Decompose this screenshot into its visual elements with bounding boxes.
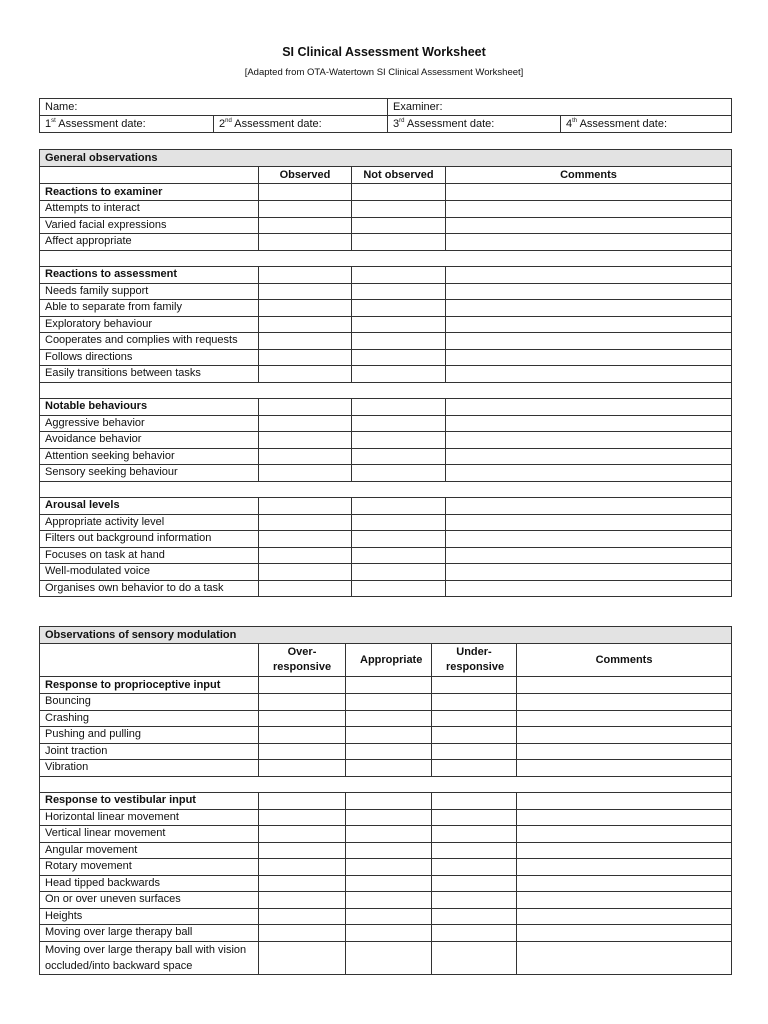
- answer-cell[interactable]: [259, 580, 352, 597]
- group-title-blank: [352, 266, 446, 283]
- answer-cell[interactable]: [352, 333, 446, 350]
- answer-cell[interactable]: [352, 316, 446, 333]
- item-label: Able to separate from family: [40, 300, 259, 317]
- answer-cell[interactable]: [517, 859, 732, 876]
- group-title: Arousal levels: [40, 497, 259, 514]
- answer-cell[interactable]: [346, 892, 432, 909]
- group-title-row: [40, 792, 732, 809]
- answer-cell[interactable]: [446, 415, 732, 432]
- column-header: Comments: [446, 167, 732, 184]
- group-title-blank: [259, 184, 352, 201]
- item-label: Well-modulated voice: [40, 564, 259, 581]
- table-row: [40, 201, 732, 218]
- answer-cell[interactable]: [432, 710, 517, 727]
- section-title: Observations of sensory modulation: [40, 627, 732, 644]
- item-label: Horizontal linear movement: [40, 809, 259, 826]
- answer-cell[interactable]: [259, 694, 346, 711]
- answer-cell[interactable]: [346, 941, 432, 974]
- item-label: Focuses on task at hand: [40, 547, 259, 564]
- answer-cell[interactable]: [346, 809, 432, 826]
- answer-cell[interactable]: [352, 234, 446, 251]
- answer-cell[interactable]: [517, 941, 732, 974]
- answer-cell[interactable]: [446, 234, 732, 251]
- answer-cell[interactable]: [446, 201, 732, 218]
- answer-cell[interactable]: [446, 531, 732, 548]
- answer-cell[interactable]: [517, 826, 732, 843]
- examiner-label: Examiner:: [393, 100, 443, 113]
- answer-cell[interactable]: [259, 892, 346, 909]
- table-row: [40, 842, 732, 859]
- answer-cell[interactable]: [259, 432, 352, 449]
- page-title: SI Clinical Assessment Worksheet: [282, 45, 486, 59]
- answer-cell[interactable]: [346, 760, 432, 777]
- group-title-blank: [259, 497, 352, 514]
- table-row: [40, 727, 732, 744]
- table-row: [40, 892, 732, 909]
- answer-cell[interactable]: [352, 415, 446, 432]
- group-title: Notable behaviours: [40, 398, 259, 415]
- item-label: Moving over large therapy ball: [40, 925, 259, 942]
- group-title-blank: [446, 497, 732, 514]
- answer-cell[interactable]: [259, 514, 352, 531]
- section-title: General observations: [40, 150, 732, 167]
- group-title-row: [40, 184, 732, 201]
- item-label: Affect appropriate: [40, 234, 259, 251]
- answer-cell[interactable]: [346, 875, 432, 892]
- answer-cell[interactable]: [259, 547, 352, 564]
- table-row: [40, 415, 732, 432]
- general-observations-table: [39, 149, 732, 597]
- answer-cell[interactable]: [259, 531, 352, 548]
- item-label: Pushing and pulling: [40, 727, 259, 744]
- answer-cell[interactable]: [517, 727, 732, 744]
- header-blank-cell: [40, 167, 259, 184]
- answer-cell[interactable]: [432, 908, 517, 925]
- answer-cell[interactable]: [432, 941, 517, 974]
- answer-cell[interactable]: [517, 842, 732, 859]
- group-title-row: [40, 497, 732, 514]
- answer-cell[interactable]: [352, 432, 446, 449]
- table-row: [40, 859, 732, 876]
- answer-cell[interactable]: [517, 760, 732, 777]
- spacer-row: [40, 250, 732, 266]
- column-header-row: [40, 167, 732, 184]
- table-row: [40, 300, 732, 317]
- group-title-blank: [259, 398, 352, 415]
- group-title-blank: [517, 792, 732, 809]
- assessment-date-4[interactable]: 4th Assessment date:: [561, 116, 732, 133]
- table-row: [40, 465, 732, 482]
- answer-cell[interactable]: [446, 333, 732, 350]
- answer-cell[interactable]: [259, 727, 346, 744]
- answer-cell[interactable]: [259, 710, 346, 727]
- item-label: Angular movement: [40, 842, 259, 859]
- group-title: Response to proprioceptive input: [40, 677, 259, 694]
- column-header-row: [40, 644, 732, 677]
- spacer-row: [40, 481, 732, 497]
- assessment-date-1[interactable]: 1st Assessment date:: [40, 116, 214, 133]
- answer-cell[interactable]: [346, 842, 432, 859]
- answer-cell[interactable]: [352, 300, 446, 317]
- item-label: Heights: [40, 908, 259, 925]
- answer-cell[interactable]: [517, 892, 732, 909]
- spacer-row: [40, 382, 732, 398]
- answer-cell[interactable]: [259, 283, 352, 300]
- answer-cell[interactable]: [432, 760, 517, 777]
- answer-cell[interactable]: [259, 809, 346, 826]
- answer-cell[interactable]: [259, 564, 352, 581]
- header-blank-cell: [40, 644, 259, 677]
- assessment-date-3[interactable]: 3rd Assessment date:: [388, 116, 561, 133]
- answer-cell[interactable]: [432, 842, 517, 859]
- answer-cell[interactable]: [432, 727, 517, 744]
- item-label: Exploratory behaviour: [40, 316, 259, 333]
- answer-cell[interactable]: [346, 743, 432, 760]
- group-title-row: [40, 398, 732, 415]
- table-row: [40, 710, 732, 727]
- answer-cell[interactable]: [517, 925, 732, 942]
- section-title-row: [40, 150, 732, 167]
- item-label: Vertical linear movement: [40, 826, 259, 843]
- item-label: Rotary movement: [40, 859, 259, 876]
- table-row: [40, 564, 732, 581]
- answer-cell[interactable]: [352, 547, 446, 564]
- item-label: Head tipped backwards: [40, 875, 259, 892]
- answer-cell[interactable]: [259, 349, 352, 366]
- answer-cell[interactable]: [446, 366, 732, 383]
- answer-cell[interactable]: [352, 217, 446, 234]
- table-row: [40, 694, 732, 711]
- group-title-blank: [352, 398, 446, 415]
- item-label: Moving over large therapy ball with vision occluded/into backward space: [40, 941, 259, 974]
- group-title-blank: [352, 184, 446, 201]
- answer-cell[interactable]: [517, 710, 732, 727]
- answer-cell[interactable]: [346, 710, 432, 727]
- group-title-blank: [446, 266, 732, 283]
- name-label: Name:: [45, 100, 78, 113]
- answer-cell[interactable]: [352, 366, 446, 383]
- item-label: Bouncing: [40, 694, 259, 711]
- item-label: Easily transitions between tasks: [40, 366, 259, 383]
- answer-cell[interactable]: [352, 201, 446, 218]
- spacer-cell: [40, 250, 732, 266]
- section-title-row: [40, 627, 732, 644]
- item-label: Attention seeking behavior: [40, 448, 259, 465]
- answer-cell[interactable]: [259, 743, 346, 760]
- group-title: Response to vestibular input: [40, 792, 259, 809]
- table-row: [40, 743, 732, 760]
- assessment-date-2[interactable]: 2nd Assessment date:: [214, 116, 388, 133]
- table-row: [40, 283, 732, 300]
- item-label: Filters out background information: [40, 531, 259, 548]
- page-subtitle: [Adapted from OTA-Watertown SI Clinical Assessment Worksheet]: [244, 67, 524, 78]
- item-label: Joint traction: [40, 743, 259, 760]
- spacer-row: [40, 776, 732, 792]
- answer-cell[interactable]: [259, 448, 352, 465]
- group-title-blank: [432, 677, 517, 694]
- answer-cell[interactable]: [259, 415, 352, 432]
- answer-cell[interactable]: [259, 217, 352, 234]
- answer-cell[interactable]: [346, 859, 432, 876]
- group-title-blank: [259, 266, 352, 283]
- answer-cell[interactable]: [352, 514, 446, 531]
- answer-cell[interactable]: [352, 448, 446, 465]
- answer-cell[interactable]: [446, 432, 732, 449]
- answer-cell[interactable]: [259, 826, 346, 843]
- item-label: Appropriate activity level: [40, 514, 259, 531]
- table-row: [40, 514, 732, 531]
- table-row: [40, 908, 732, 925]
- item-label: Varied facial expressions: [40, 217, 259, 234]
- table-row: [40, 432, 732, 449]
- answer-cell[interactable]: [432, 694, 517, 711]
- table-row: [40, 316, 732, 333]
- answer-cell[interactable]: [432, 826, 517, 843]
- answer-cell[interactable]: [352, 349, 446, 366]
- answer-cell[interactable]: [259, 875, 346, 892]
- answer-cell[interactable]: [517, 809, 732, 826]
- item-label: Sensory seeking behaviour: [40, 465, 259, 482]
- column-header: Comments: [517, 644, 732, 677]
- spacer-cell: [40, 382, 732, 398]
- answer-cell[interactable]: [259, 465, 352, 482]
- answer-cell[interactable]: [446, 283, 732, 300]
- answer-cell[interactable]: [352, 564, 446, 581]
- answer-cell[interactable]: [352, 531, 446, 548]
- answer-cell[interactable]: [446, 580, 732, 597]
- answer-cell[interactable]: [432, 859, 517, 876]
- table-row: [40, 826, 732, 843]
- table-row: [40, 941, 732, 974]
- answer-cell[interactable]: [259, 908, 346, 925]
- answer-cell[interactable]: [432, 892, 517, 909]
- sensory-modulation-table: [39, 626, 732, 975]
- answer-cell[interactable]: [432, 875, 517, 892]
- answer-cell[interactable]: [346, 826, 432, 843]
- table-row: [40, 333, 732, 350]
- item-label: Attempts to interact: [40, 201, 259, 218]
- table-row: [40, 875, 732, 892]
- table-row: [40, 217, 732, 234]
- answer-cell[interactable]: [346, 694, 432, 711]
- group-title: Reactions to assessment: [40, 266, 259, 283]
- examiner-field[interactable]: [388, 99, 732, 116]
- spacer-cell: [40, 481, 732, 497]
- item-label: Avoidance behavior: [40, 432, 259, 449]
- group-title-blank: [446, 398, 732, 415]
- table-row: [40, 760, 732, 777]
- answer-cell[interactable]: [352, 580, 446, 597]
- answer-cell[interactable]: [432, 809, 517, 826]
- group-title-blank: [346, 792, 432, 809]
- answer-cell[interactable]: [259, 316, 352, 333]
- answer-cell[interactable]: [346, 925, 432, 942]
- group-title-blank: [352, 497, 446, 514]
- table-row: [40, 234, 732, 251]
- answer-cell[interactable]: [346, 908, 432, 925]
- group-title-blank: [446, 184, 732, 201]
- item-label: Follows directions: [40, 349, 259, 366]
- answer-cell[interactable]: [446, 564, 732, 581]
- column-header: Under-responsive: [432, 644, 517, 677]
- answer-cell[interactable]: [446, 465, 732, 482]
- name-field[interactable]: [40, 99, 388, 116]
- answer-cell[interactable]: [446, 547, 732, 564]
- answer-cell[interactable]: [446, 349, 732, 366]
- table-row: [40, 925, 732, 942]
- column-header: Over-responsive: [259, 644, 346, 677]
- answer-cell[interactable]: [446, 316, 732, 333]
- item-label: Organises own behavior to do a task: [40, 580, 259, 597]
- table-row: [40, 349, 732, 366]
- table-row: [40, 531, 732, 548]
- answer-cell[interactable]: [517, 908, 732, 925]
- answer-cell[interactable]: [352, 465, 446, 482]
- column-header: Observed: [259, 167, 352, 184]
- answer-cell[interactable]: [259, 859, 346, 876]
- group-title-blank: [259, 677, 346, 694]
- answer-cell[interactable]: [259, 760, 346, 777]
- group-title-row: [40, 266, 732, 283]
- answer-cell[interactable]: [259, 842, 346, 859]
- answer-cell[interactable]: [259, 201, 352, 218]
- spacer-cell: [40, 776, 732, 792]
- table-row: [40, 366, 732, 383]
- table-row: [40, 547, 732, 564]
- group-title-blank: [259, 792, 346, 809]
- answer-cell[interactable]: [259, 366, 352, 383]
- answer-cell[interactable]: [259, 941, 346, 974]
- answer-cell[interactable]: [259, 925, 346, 942]
- table-row: [40, 809, 732, 826]
- item-label: On or over uneven surfaces: [40, 892, 259, 909]
- answer-cell[interactable]: [352, 283, 446, 300]
- item-label: Needs family support: [40, 283, 259, 300]
- group-title-row: [40, 677, 732, 694]
- table-row: [40, 580, 732, 597]
- item-label: Cooperates and complies with requests: [40, 333, 259, 350]
- answer-cell[interactable]: [446, 448, 732, 465]
- answer-cell[interactable]: [259, 300, 352, 317]
- group-title: Reactions to examiner: [40, 184, 259, 201]
- answer-cell[interactable]: [432, 743, 517, 760]
- column-header: Appropriate: [346, 644, 432, 677]
- item-label: Aggressive behavior: [40, 415, 259, 432]
- table-row: [40, 448, 732, 465]
- answer-cell[interactable]: [346, 727, 432, 744]
- answer-cell[interactable]: [446, 300, 732, 317]
- answer-cell[interactable]: [446, 514, 732, 531]
- answer-cell[interactable]: [432, 925, 517, 942]
- item-label: Crashing: [40, 710, 259, 727]
- answer-cell[interactable]: [517, 875, 732, 892]
- answer-cell[interactable]: [517, 694, 732, 711]
- answer-cell[interactable]: [446, 217, 732, 234]
- item-label: Vibration: [40, 760, 259, 777]
- column-header: Not observed: [352, 167, 446, 184]
- header-table: [39, 98, 732, 133]
- answer-cell[interactable]: [259, 333, 352, 350]
- group-title-blank: [432, 792, 517, 809]
- answer-cell[interactable]: [259, 234, 352, 251]
- group-title-blank: [517, 677, 732, 694]
- group-title-blank: [346, 677, 432, 694]
- answer-cell[interactable]: [517, 743, 732, 760]
